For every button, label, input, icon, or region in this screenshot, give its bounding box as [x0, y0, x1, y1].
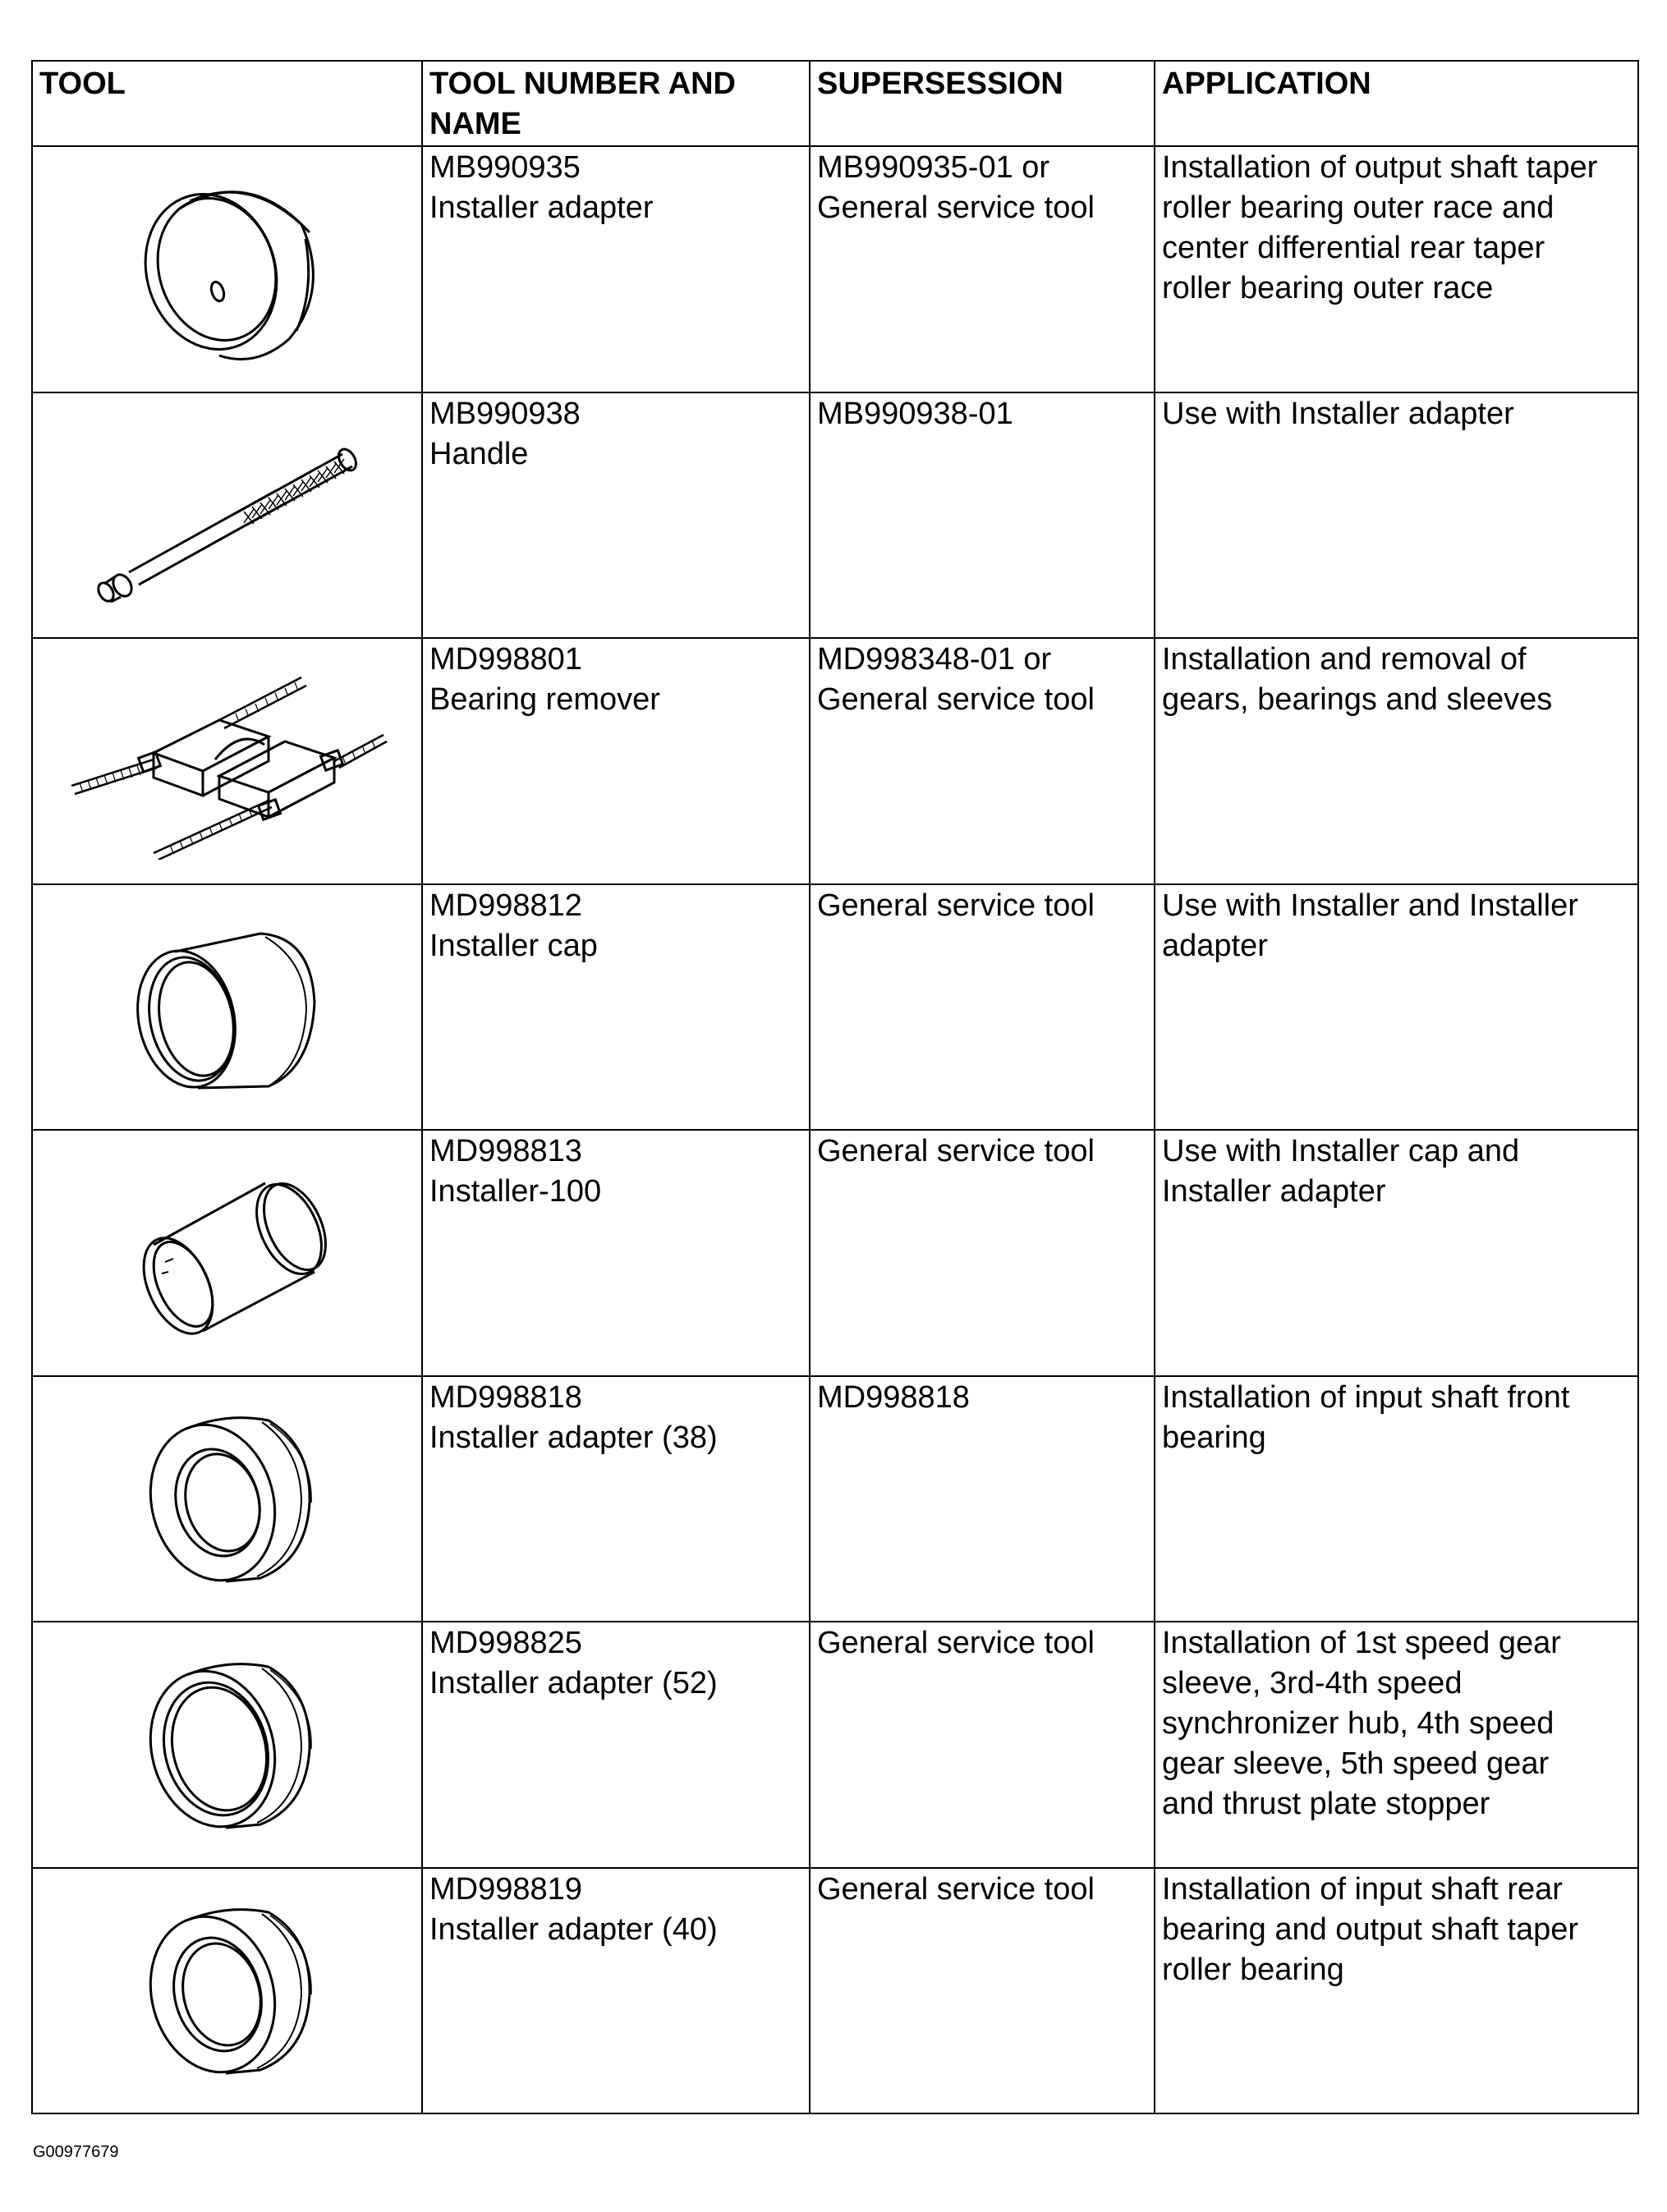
tool-image-cell [32, 1868, 422, 2114]
supersession-cell [810, 392, 1155, 639]
tool-image-cell [32, 1376, 422, 1622]
application-cell [1155, 638, 1638, 884]
application-cell [1155, 1868, 1638, 2114]
tool-number-cell [422, 392, 810, 639]
header-tool-number-line1: TOOL NUMBER AND [429, 67, 736, 101]
application-line: Installation of 1st speed gear [1162, 1626, 1561, 1660]
application-line: bearing [1162, 1420, 1266, 1455]
tool-name: Installer adapter [429, 190, 654, 225]
application-line: Installation of input shaft rear [1162, 1871, 1563, 1907]
supersession-line: General service tool [817, 888, 1095, 923]
tool-number: MB990938 [429, 396, 581, 431]
supersession-line: General service tool [817, 190, 1095, 225]
supersession-line: General service tool [817, 1134, 1095, 1168]
application-line: synchronizer hub, 4th speed [1162, 1706, 1554, 1741]
tool-number-cell [422, 1130, 810, 1376]
tool-number: MD998812 [429, 888, 582, 923]
table-row [32, 1868, 1638, 2114]
figure-id: G00977679 [33, 2143, 119, 2161]
supersession-cell [810, 1622, 1155, 1868]
application-line: Use with Installer cap and [1162, 1134, 1520, 1168]
header-supersession: SUPERSESSION [810, 61, 1155, 146]
supersession-line: MB990938-01 [817, 396, 1013, 431]
application-line: Installation of output shaft taper [1162, 150, 1598, 185]
header-row [32, 61, 1638, 146]
supersession-line: MB990935-01 or [817, 150, 1050, 185]
special-tools-table [31, 60, 1639, 2114]
table-row [32, 146, 1638, 392]
application-line: Use with Installer adapter [1162, 396, 1514, 431]
tool-name: Installer adapter (38) [429, 1420, 718, 1455]
application-line: Installation of input shaft front [1162, 1379, 1570, 1415]
tool-number: MB990935 [429, 150, 581, 185]
tool-number-cell [422, 1868, 810, 2114]
table-row [32, 638, 1638, 884]
tool-name: Installer-100 [429, 1174, 602, 1209]
application-cell [1155, 392, 1638, 639]
tool-image-cell [32, 1622, 422, 1868]
handle-rod-icon [71, 416, 383, 613]
supersession-cell [810, 1130, 1155, 1376]
tool-number: MD998819 [429, 1871, 582, 1907]
tool-image-cell [32, 392, 422, 639]
tool-image-cell [32, 1130, 422, 1376]
table-row [32, 1130, 1638, 1376]
supersession-cell [810, 638, 1155, 884]
application-line: roller bearing outer race [1162, 271, 1494, 305]
application-cell [1155, 1130, 1638, 1376]
application-cell [1155, 1622, 1638, 1868]
application-line: and thrust plate stopper [1162, 1787, 1490, 1821]
tool-name: Installer adapter (40) [429, 1911, 718, 1947]
table-row [32, 1376, 1638, 1622]
table-row [32, 884, 1638, 1131]
supersession-line: General service tool [817, 682, 1095, 717]
tool-number: MD998813 [429, 1134, 582, 1168]
installer-adapter-52-icon [121, 1642, 334, 1847]
application-cell [1155, 146, 1638, 392]
application-cell [1155, 1376, 1638, 1622]
application-line: Installer adapter [1162, 1174, 1386, 1209]
supersession-cell [810, 146, 1155, 392]
installer-cap-icon [121, 904, 334, 1109]
installer-adapter-40-icon [121, 1888, 334, 2093]
tool-number: MD998825 [429, 1626, 582, 1660]
tool-number-cell [422, 1376, 810, 1622]
header-tool-number-name [422, 61, 810, 146]
supersession-cell [810, 1868, 1155, 2114]
supersession-line: MD998348-01 or [817, 642, 1052, 677]
application-line: center differential rear taper [1162, 231, 1545, 265]
application-line: adapter [1162, 928, 1268, 963]
tool-number-cell [422, 884, 810, 1131]
tool-name: Handle [429, 436, 529, 471]
table-row [32, 1622, 1638, 1868]
application-line: roller bearing outer race and [1162, 190, 1554, 225]
tool-name: Bearing remover [429, 682, 660, 717]
tool-number: MD998818 [429, 1379, 582, 1415]
tool-image-cell [32, 146, 422, 392]
application-line: sleeve, 3rd-4th speed [1162, 1666, 1463, 1700]
application-cell [1155, 884, 1638, 1131]
supersession-line: General service tool [817, 1871, 1095, 1907]
tool-name: Installer adapter (52) [429, 1666, 718, 1700]
tool-number: MD998801 [429, 642, 582, 677]
supersession-line: General service tool [817, 1626, 1095, 1660]
tool-image-cell [32, 884, 422, 1131]
installer-adapter-38-icon [121, 1396, 334, 1601]
tool-number-cell [422, 638, 810, 884]
supersession-line: MD998818 [817, 1379, 970, 1415]
application-line: gear sleeve, 5th speed gear [1162, 1746, 1550, 1781]
tool-number-cell [422, 1622, 810, 1868]
application-line: roller bearing [1162, 1952, 1344, 1987]
application-line: bearing and output shaft taper [1162, 1911, 1579, 1947]
tool-number-cell [422, 146, 810, 392]
bearing-remover-icon [55, 663, 400, 860]
application-line: Installation and removal of [1162, 642, 1527, 677]
header-tool: TOOL [32, 61, 422, 146]
supersession-cell [810, 884, 1155, 1131]
tool-image-cell [32, 638, 422, 884]
tool-name: Installer cap [429, 928, 598, 963]
header-application: APPLICATION [1155, 61, 1638, 146]
table-row [32, 392, 1638, 639]
application-line: Use with Installer and Installer [1162, 888, 1578, 923]
installer-sleeve-icon [104, 1150, 351, 1356]
installer-adapter-disc-icon [121, 167, 334, 372]
application-line: gears, bearings and sleeves [1162, 682, 1553, 717]
supersession-cell [810, 1376, 1155, 1622]
header-tool-number-line2: NAME [429, 107, 521, 141]
